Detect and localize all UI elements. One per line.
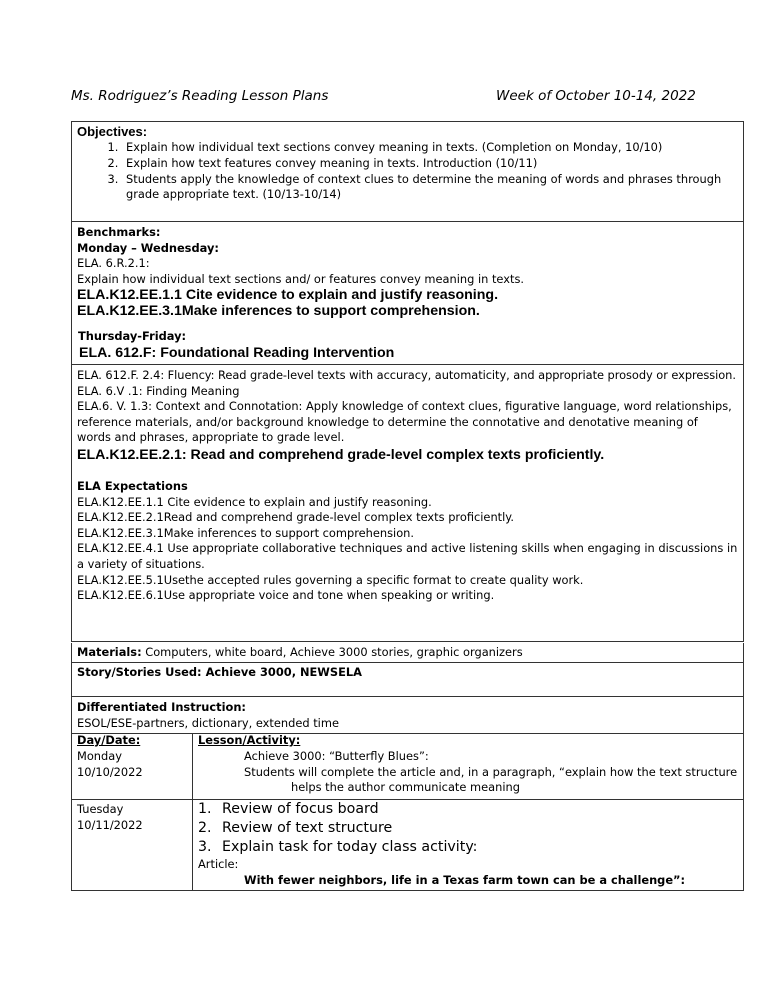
objective-item: 3. Students apply the knowledge of context clues to determine the meaning of words and phrases through grade appropriate text. (10/13-10/14) bbox=[122, 172, 738, 204]
page-header bbox=[71, 88, 701, 110]
expectation-item: ELA.K12.EE.5.1Usethe accepted rules governing a specific format to create quality work. bbox=[77, 572, 584, 587]
row-date: 10/10/2022 bbox=[77, 764, 143, 779]
benchmark-context: ELA.6. V. 1.3: Context and Connotation: Apply knowledge of context clues, figurative language, word relationships, reference materials, and/or background knowledge to determine the connotative and denotative meaning of words and phrases, appropriate to grade level. bbox=[77, 399, 732, 445]
differentiated-section bbox=[71, 696, 744, 734]
objective-item: 2. Explain how text features convey meaning in texts. Introduction (10/11) bbox=[122, 156, 738, 172]
article-title: With fewer neighbors, life in a Texas farm town can be a challenge”: bbox=[244, 872, 686, 887]
row-date: 10/11/2022 bbox=[77, 817, 143, 832]
expectations-heading: ELA Expectations bbox=[77, 478, 188, 493]
row-day: Tuesday bbox=[77, 802, 124, 816]
benchmarks-section bbox=[71, 221, 744, 642]
expectation-item: ELA.K12.EE.6.1Use appropriate voice and tone when speaking or writing. bbox=[77, 588, 495, 603]
materials-label: Materials: bbox=[77, 645, 142, 659]
monday-activity bbox=[244, 749, 737, 796]
tuesday-activity-list bbox=[180, 800, 738, 857]
thu-fri-label: Thursday-Friday: bbox=[78, 329, 187, 344]
benchmark-code: ELA. 6.R.2.1: bbox=[77, 256, 150, 271]
table-header-row bbox=[72, 733, 743, 749]
activity-item: 2. Review of text structure bbox=[216, 819, 738, 838]
materials-row bbox=[71, 643, 744, 663]
expectation-item: ELA.K12.EE.2.1Read and comprehend grade-level complex texts proficiently. bbox=[77, 510, 515, 525]
benchmark-ee21: ELA.K12.EE.2.1: Read and comprehend grade-level complex texts proficiently. bbox=[77, 446, 605, 463]
benchmarks-heading: Benchmarks: bbox=[77, 225, 161, 239]
objectives-section bbox=[71, 121, 744, 222]
benchmark-ee11: ELA.K12.EE.1.1 Cite evidence to explain and justify reasoning. bbox=[77, 287, 499, 304]
benchmark-ee31: ELA.K12.EE.3.1Make inferences to support comprehension. bbox=[77, 303, 480, 320]
expectation-item: ELA.K12.EE.4.1 Use appropriate collaborative techniques and active listening skills when engaging in discussions in a variety of situations. bbox=[77, 541, 738, 571]
mon-wed-label: Monday – Wednesday: bbox=[77, 240, 219, 255]
lesson-table bbox=[71, 733, 744, 891]
benchmark-description: Explain how individual text sections and/ or features convey meaning in texts. bbox=[77, 271, 525, 286]
objective-item: 1. Explain how individual text sections convey meaning in texts. (Completion on Monday, 10/10) bbox=[122, 140, 738, 156]
row-day: Monday bbox=[77, 749, 122, 763]
activity-line: Students will complete the article and, in a paragraph, “explain how the text structure bbox=[244, 764, 738, 779]
activity-item: 1. Review of focus board bbox=[216, 800, 738, 819]
benchmark-f612: ELA. 612.F: Foundational Reading Intervention bbox=[79, 344, 395, 361]
activity-line: helps the author communicate meaning bbox=[291, 780, 520, 795]
table-row bbox=[72, 749, 743, 800]
objectives-heading: Objectives: bbox=[77, 124, 148, 139]
activity-item: 3. Explain task for today class activity: bbox=[216, 838, 738, 857]
stories-row bbox=[71, 662, 744, 697]
benchmark-fluency: ELA. 612.F. 2.4: Fluency: Read grade-level texts with accuracy, automaticity, and appropriate prosody or expression. bbox=[77, 367, 736, 382]
article-label: Article: bbox=[198, 857, 239, 871]
col-lesson-header: Lesson/Activity: bbox=[198, 733, 301, 747]
expectation-item: ELA.K12.EE.3.1Make inferences to support comprehension. bbox=[77, 525, 415, 540]
stories-label: Story/Stories Used: Achieve 3000, NEWSELA bbox=[77, 665, 362, 679]
materials-text: Computers, white board, Achieve 3000 stories, graphic organizers bbox=[141, 645, 523, 659]
differentiated-heading: Differentiated Instruction: bbox=[77, 700, 246, 714]
benchmark-finding-meaning: ELA. 6.V .1: Finding Meaning bbox=[77, 383, 240, 398]
activity-line: Achieve 3000: “Butterfly Blues”: bbox=[244, 749, 429, 763]
differentiated-text: ESOL/ESE-partners, dictionary, extended time bbox=[77, 715, 339, 730]
expectation-item: ELA.K12.EE.1.1 Cite evidence to explain and justify reasoning. bbox=[77, 494, 432, 509]
week-label: Week of October 10-14, 2022 bbox=[496, 88, 696, 104]
objectives-list bbox=[77, 140, 738, 203]
col-day-header: Day/Date: bbox=[77, 733, 141, 747]
lesson-plan-title: Ms. Rodriguez’s Reading Lesson Plans bbox=[71, 88, 329, 104]
